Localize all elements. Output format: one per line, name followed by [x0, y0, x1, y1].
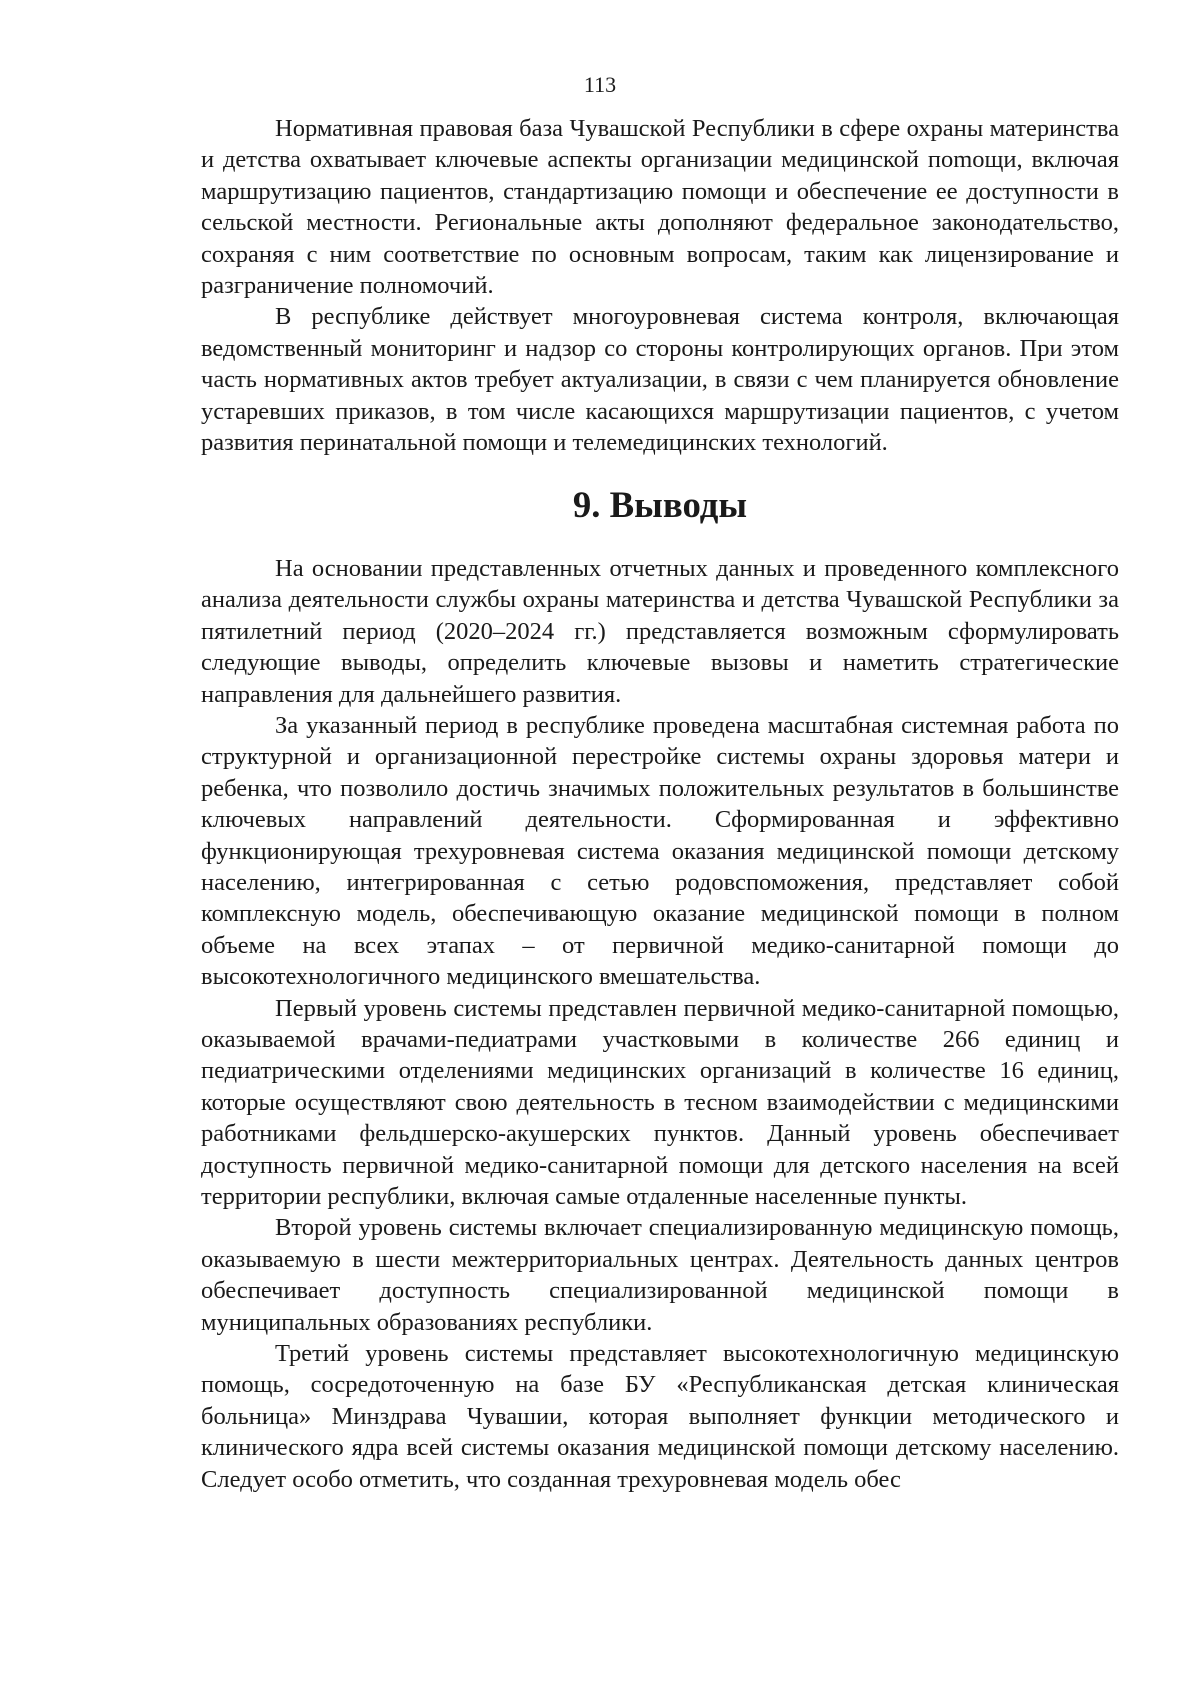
paragraph-second-level: Второй уровень системы включает специализированную медицинскую помощь, оказываемую в шести межтерриториальных центрах. Деятельность данных центров обеспечивает доступность специализированной медицинской помощи в муниципальных образованиях республики.: [201, 1214, 1119, 1336]
paragraph-third-level: Третий уровень системы представляет высокотехнологичную медицинскую помощь, сосредоточенную на базе БУ «Республиканская детская клиническая больница» Минздрава Чувашии, которая выполняет функции методического и клинического ядра всей системы оказания медицинской помощи детскому населению. Следует особо отметить, что созданная трехуровневая модель обес: [201, 1340, 1119, 1493]
section-heading-conclusions: 9. Выводы: [572, 484, 748, 526]
paragraph-control-system: В республике действует многоуровневая система контроля, включающая ведомственный мониторинг и надзор со стороны контролирующих органов. При этом часть нормативных актов требует актуализации, в связи с чем планируется обновление устаревших приказов, в том числе касающихся маршрутизации пациентов, с учетом развития перинатальной помощи и телемедицинских технологий.: [201, 303, 1119, 457]
page-number: 113: [583, 72, 617, 97]
page-content: [201, 113, 1119, 1495]
paragraph-system-restructuring: За указанный период в республике проведена масштабная системная работа по структурной и организационной перестройке системы охраны здоровья матери и ребенка, что позволило достичь значимых положительных результатов в большинстве ключевых направлений деятельности. Сформированная и эффективно функционирующая трехуровневая система оказания медицинской помощи детскому населению, интегрированная с сетью родовспоможения, представляет собой комплексную модель, обеспечивающую оказание медицинской помощи в полном объеме на всех этапах – от первичной медико-санитарной помощи до высокотехнологичного медицинского вмешательства.: [201, 711, 1119, 991]
paragraph-conclusions-intro: На основании представленных отчетных данных и проведенного комплексного анализа деятельности службы охраны материнства и детства Чувашской Республики за пятилетний период (2020–2024 гг.) представляется возможным сформулировать следующие выводы, определить ключевые вызовы и наметить стратегические направления для дальнейшего развития.: [201, 554, 1119, 708]
paragraph-legal-framework: Нормативная правовая база Чувашской Республики в сфере охраны материнства и детства охватывает ключевые аспекты организации медицинской поmощи, включая маршрутизацию пациентов, стандартизацию помощи и обеспечение ее доступности в сельской местности. Региональные акты дополняют федеральное законодательство, сохраняя с ним соответствие по основным вопросам, таким как лицензирование и разграничение полномочий.: [201, 115, 1119, 300]
paragraph-first-level: Первый уровень системы представлен первичной медико-санитарной помощью, оказываемой врачами-педиатрами участковыми в количестве 266 единиц и педиатрическими отделениями медицинских организаций в количестве 16 единиц, которые осуществляют свою деятельность в тесном взаимодействии с медицинскими работниками фельдшерско-акушерских пунктов. Данный уровень обеспечивает доступность первичной медико-санитарной помощи для детского населения на всей территории республики, включая самые отдаленные населенные пункты.: [201, 994, 1119, 1210]
